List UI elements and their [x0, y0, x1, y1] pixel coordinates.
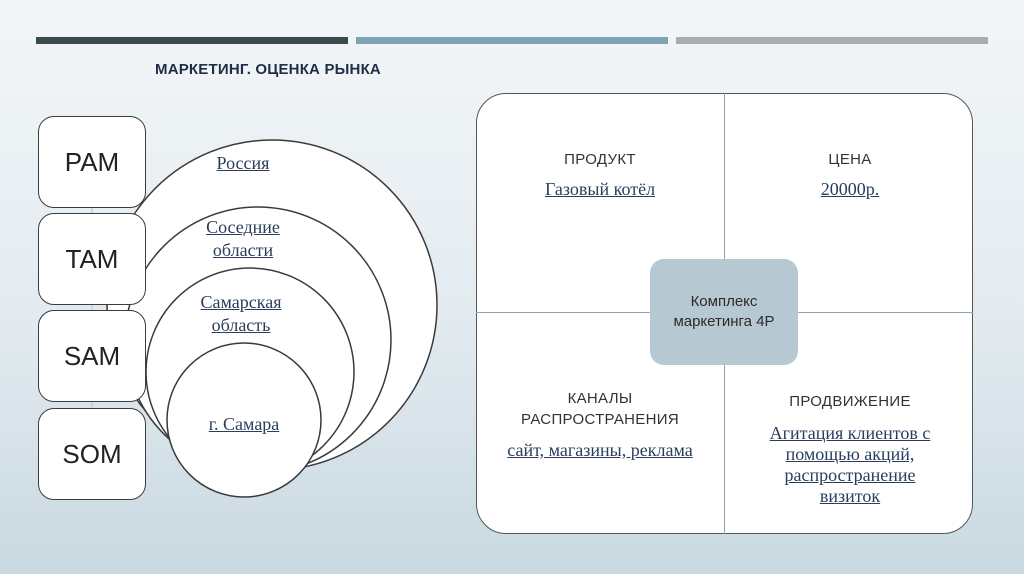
price-heading: ЦЕНА: [828, 151, 872, 168]
marketing-mix-center: Комплекс маркетинга 4P: [650, 259, 798, 365]
box-pam: PAM: [38, 116, 146, 208]
box-som: SOM: [38, 408, 146, 500]
label-neighbor-regions: Соседние области: [206, 217, 280, 260]
product-value: Газовый котёл: [544, 179, 656, 199]
promotion-heading: ПРОДВИЖЕНИЕ: [789, 393, 911, 410]
label-samara-region: Самарская область: [200, 292, 282, 335]
slide-title: МАРКЕТИНГ. ОЦЕНКА РЫНКА: [155, 61, 381, 78]
product-heading: ПРОДУКТ: [564, 151, 636, 168]
place-value: сайт, магазины, реклама: [507, 440, 693, 460]
price-value: 20000р.: [820, 179, 880, 199]
box-sam: SAM: [38, 310, 146, 402]
promotion-value: Агитация клиентов с помощью акций, распространение визиток: [769, 423, 931, 506]
label-samara-city: г. Самара: [208, 414, 280, 434]
label-russia: Россия: [216, 153, 270, 173]
place-heading: КАНАЛЫ РАСПРОСТРАНЕНИЯ: [521, 390, 679, 428]
box-tam: TAM: [38, 213, 146, 305]
